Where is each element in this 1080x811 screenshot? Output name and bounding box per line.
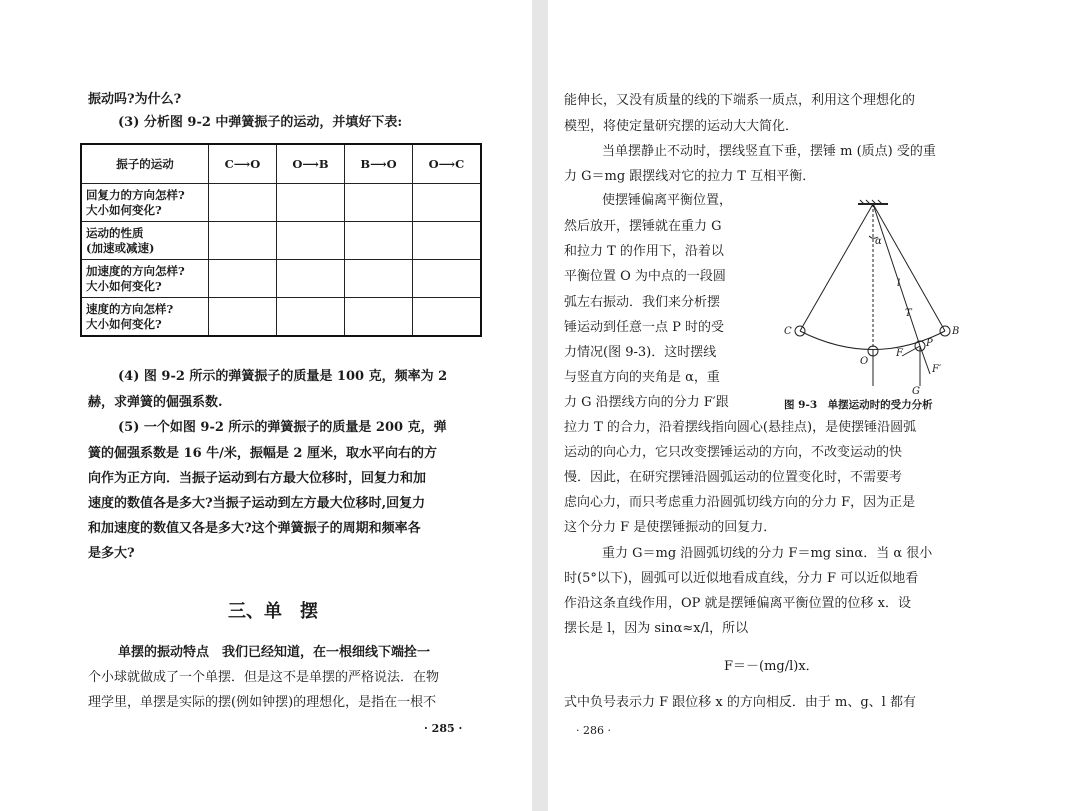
blank-cell bbox=[209, 260, 277, 298]
table-header-cell: O⟶B bbox=[277, 144, 345, 184]
table-header-cell: O⟶C bbox=[413, 144, 482, 184]
text-line: 锤运动到任意一点 P 时的受 bbox=[564, 320, 725, 335]
text-line: 力 G＝mg 跟摆线对它的拉力 T 互相平衡． bbox=[564, 169, 816, 184]
fig-label: P bbox=[926, 338, 933, 349]
page-number: · 286 · bbox=[576, 724, 611, 737]
text-line: 向作为正方向．当振子运动到右方最大位移时，回复力和加 bbox=[88, 471, 427, 486]
text-line: (4) 图 9-2 所示的弹簧振子的质量是 100 克，频率为 2 bbox=[118, 369, 448, 384]
text-line: 虑向心力，而只考虑重力沿圆弧切线方向的分力 F，因为正是 bbox=[564, 495, 916, 510]
pendulum-figure bbox=[780, 196, 980, 396]
text-line: 弧左右振动．我们来分析摆 bbox=[564, 295, 721, 310]
text-line: 慢．因此，在研究摆锤沿圆弧运动的位置变化时，不需要考 bbox=[564, 470, 903, 485]
blank-cell bbox=[345, 298, 413, 337]
blank-cell bbox=[277, 260, 345, 298]
text-line: 单摆的振动特点 我们已经知道，在一根细线下端拴一 bbox=[118, 645, 431, 660]
blank-cell bbox=[209, 298, 277, 337]
section-title: 三、单 摆 bbox=[228, 601, 318, 622]
fig-label: O bbox=[860, 356, 869, 367]
force-f-arrow bbox=[902, 346, 920, 356]
left-string bbox=[800, 204, 873, 331]
row-label: 加速度的方向怎样? 大小如何变化? bbox=[81, 260, 209, 298]
table-header-cell: C⟶O bbox=[209, 144, 277, 184]
text-line: 速度的数值各是多大?当振子运动到左方最大位移时,回复力 bbox=[88, 496, 426, 511]
motion-analysis-table bbox=[80, 143, 482, 337]
text-line: 赫，求弹簧的倔强系数. bbox=[88, 395, 223, 410]
left-page bbox=[0, 0, 532, 811]
table-header-cell: 振子的运动 bbox=[81, 144, 209, 184]
text-line: 运动的向心力，它只改变摆锤运动的方向，不改变运动的快 bbox=[564, 445, 903, 460]
fig-label: B bbox=[952, 326, 960, 337]
text-line: 个小球就做成了一个单摆．但是这不是单摆的严格说法．在物 bbox=[88, 670, 440, 685]
fig-label: G bbox=[912, 386, 920, 396]
blank-cell bbox=[277, 222, 345, 260]
blank-cell bbox=[209, 184, 277, 222]
fig-label: C bbox=[784, 326, 792, 337]
blank-cell bbox=[345, 260, 413, 298]
text-line: 作沿这条直线作用，OP 就是摆锤偏离平衡位置的位移 x．设 bbox=[564, 596, 912, 611]
text-line: 时(5°以下)，圆弧可以近似地看成直线，分力 F 可以近似地看 bbox=[564, 571, 919, 586]
text-line: (5) 一个如图 9-2 所示的弹簧振子的质量是 200 克，弹 bbox=[118, 420, 447, 435]
table-row bbox=[81, 298, 481, 337]
text-line: (3) 分析图 9-2 中弹簧振子的运动，并填好下表: bbox=[118, 115, 403, 130]
table-row bbox=[81, 184, 481, 222]
text-line: 式中负号表示力 F 跟位移 x 的方向相反．由于 m、g、l 都有 bbox=[564, 695, 916, 710]
fig-label: F′ bbox=[932, 364, 942, 375]
text-line: 和拉力 T 的作用下，沿着以 bbox=[564, 244, 724, 259]
fig-label: F bbox=[896, 348, 903, 359]
fig-label: α bbox=[875, 236, 882, 247]
text-line: 理学里，单摆是实际的摆(例如钟摆)的理想化，是指在一根不 bbox=[88, 695, 437, 710]
table-row bbox=[81, 222, 481, 260]
blank-cell bbox=[413, 260, 482, 298]
fig-label: T bbox=[905, 308, 912, 319]
text-line: 是多大? bbox=[88, 546, 135, 561]
text-line: 簧的倔强系数是 16 牛/米，振幅是 2 厘米，取水平向右的方 bbox=[88, 446, 437, 461]
figure-caption: 图 9-3 单摆运动时的受力分析 bbox=[784, 399, 933, 411]
text-line: 平衡位置 O 为中点的一段圆 bbox=[564, 269, 726, 284]
page-gutter bbox=[532, 0, 548, 811]
row-label: 运动的性质 (加速或减速) bbox=[81, 222, 209, 260]
text-line: 当单摆静止不动时，摆线竖直下垂，摆锤 m (质点) 受的重 bbox=[602, 144, 936, 159]
formula: F＝－(mg/l)x． bbox=[724, 659, 819, 674]
blank-cell bbox=[277, 298, 345, 337]
text-line: 振动吗?为什么? bbox=[88, 92, 182, 107]
blank-cell bbox=[345, 184, 413, 222]
text-line: 摆长是 l，因为 sinα≈x/l，所以 bbox=[564, 621, 749, 636]
page-number: · 285 · bbox=[424, 722, 463, 735]
text-line: 然后放开，摆锤就在重力 G bbox=[564, 219, 722, 234]
text-line: 能伸长，又没有质量的线的下端系一质点，利用这个理想化的 bbox=[564, 93, 916, 108]
force-f-prime-arrow bbox=[920, 346, 930, 374]
right-page bbox=[548, 0, 1080, 811]
text-line: 这个分力 F 是使摆锤振动的回复力． bbox=[564, 520, 777, 535]
blank-cell bbox=[413, 184, 482, 222]
text-line: 拉力 T 的合力，沿着摆线指向圆心(悬挂点)，是使摆锤沿圆弧 bbox=[564, 420, 917, 435]
blank-cell bbox=[413, 222, 482, 260]
blank-cell bbox=[277, 184, 345, 222]
text-line: 使摆锤偏离平衡位置， bbox=[602, 193, 733, 208]
blank-cell bbox=[209, 222, 277, 260]
text-line: 力情况(图 9-3)．这时摆线 bbox=[564, 345, 717, 360]
table-header-row bbox=[81, 144, 481, 184]
text-line: 与竖直方向的夹角是 α，重 bbox=[564, 370, 720, 385]
row-label: 回复力的方向怎样? 大小如何变化? bbox=[81, 184, 209, 222]
text-line: 重力 G＝mg 沿圆弧切线的分力 F＝mg sinα．当 α 很小 bbox=[602, 546, 933, 561]
fig-label: l bbox=[897, 278, 901, 289]
table-header-cell: B⟶O bbox=[345, 144, 413, 184]
text-line: 力 G 沿摆线方向的分力 F′跟 bbox=[564, 395, 729, 410]
text-line: 模型，将使定量研究摆的运动大大简化． bbox=[564, 119, 799, 134]
row-label: 速度的方向怎样? 大小如何变化? bbox=[81, 298, 209, 337]
blank-cell bbox=[345, 222, 413, 260]
blank-cell bbox=[413, 298, 482, 337]
text-line: 和加速度的数值又各是多大?这个弹簧振子的周期和频率各 bbox=[88, 521, 421, 536]
table-row bbox=[81, 260, 481, 298]
